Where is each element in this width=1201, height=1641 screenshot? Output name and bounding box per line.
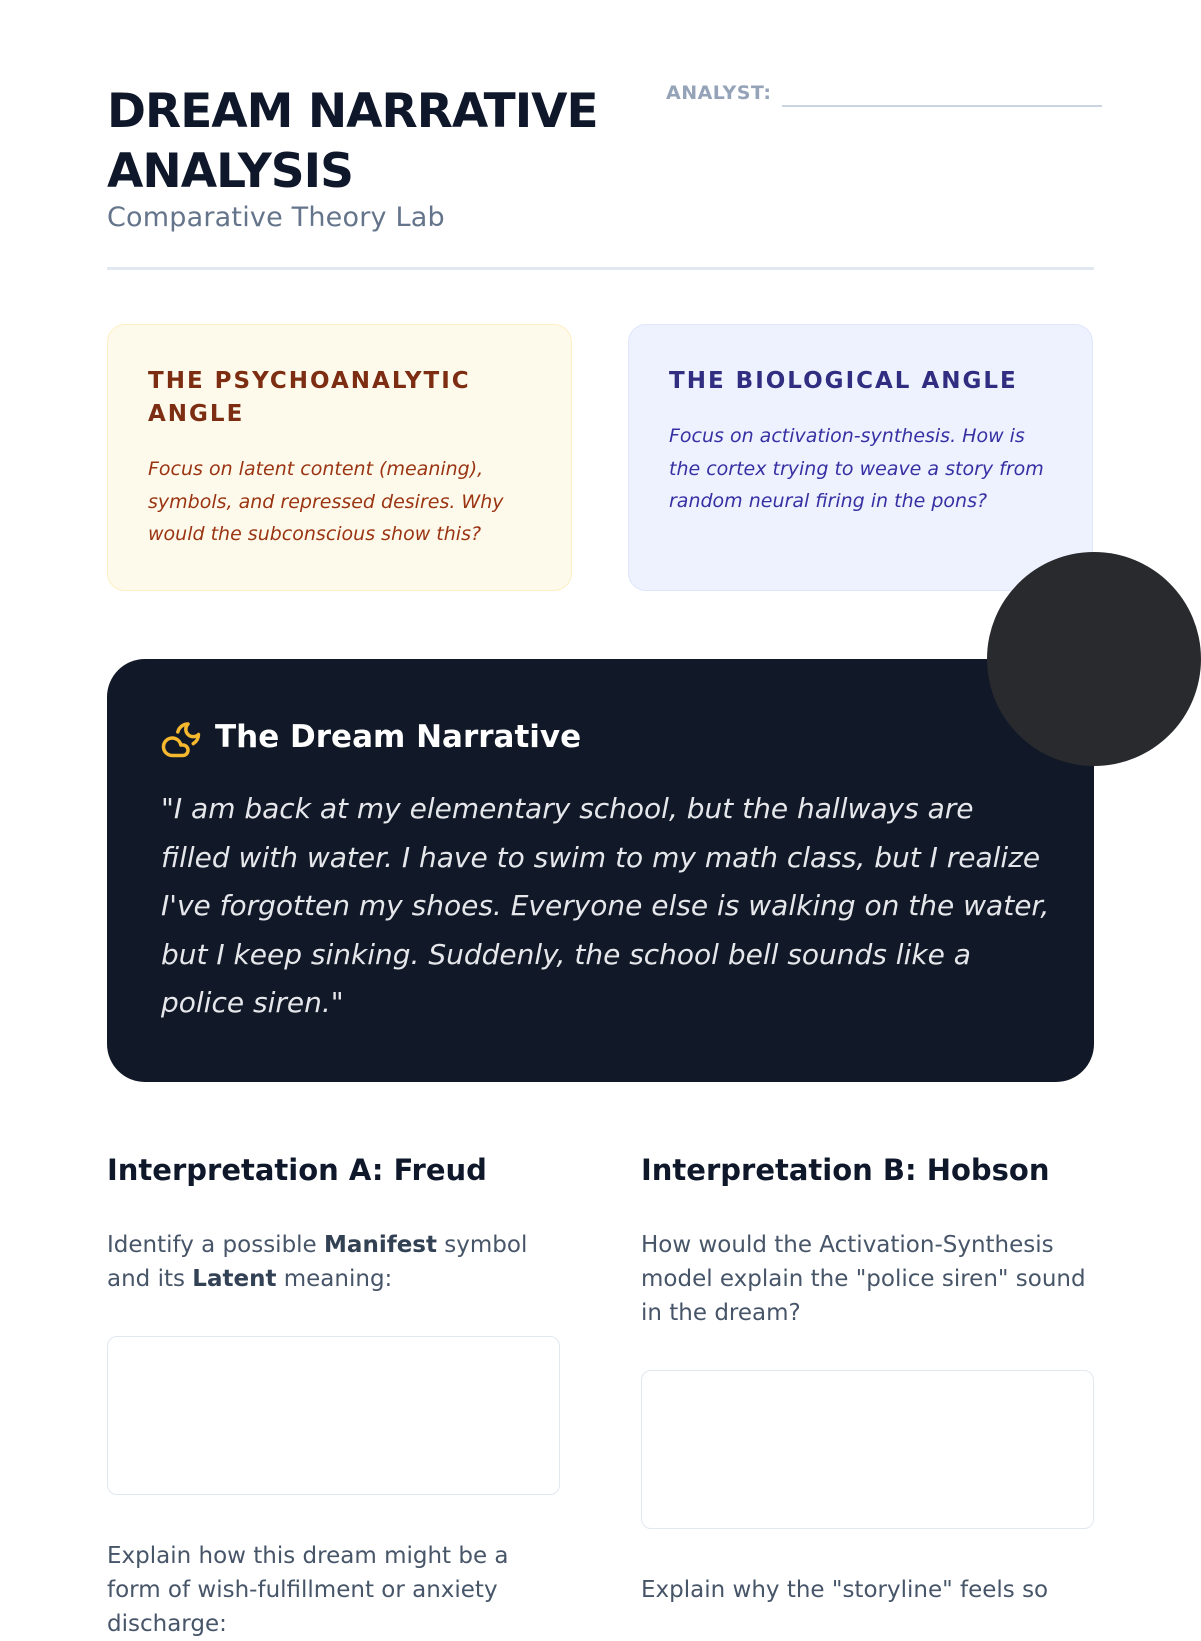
interpretation-a-prompt-2: Explain how this dream might be a form of wish-fulfillment or anxiety discharge:	[107, 1543, 509, 1637]
worksheet-header	[107, 80, 1094, 270]
interpretation-a-answer-box-1[interactable]	[107, 1336, 560, 1495]
worksheet-page	[107, 0, 1094, 1637]
analyst-field[interactable]	[660, 80, 1094, 108]
interpretation-b-prompt-1: How would the Activation-Synthesis model explain the "police siren" sound in the dream?	[641, 1232, 1086, 1326]
interpretation-b-prompt-2: Explain why the "storyline" feels so	[641, 1577, 1049, 1603]
biological-angle-text: Focus on activation-synthesis. How is the cortex trying to weave a story from random neural firing in the pons?	[669, 425, 1044, 512]
page-subtitle: Comparative Theory Lab	[107, 202, 445, 233]
decorative-corner-circle	[987, 552, 1201, 766]
interpretation-b-title: Interpretation B: Hobson	[641, 1153, 1050, 1187]
dream-narrative-title: The Dream Narrative	[215, 719, 582, 755]
interpretation-b-answer-box-1[interactable]	[641, 1370, 1094, 1529]
biological-angle-card	[628, 324, 1093, 591]
header-divider	[107, 267, 1094, 270]
dream-narrative-quote: "I am back at my elementary school, but the hallways are filled with water. I have to swim to my math class, but I realize I've forgotten my shoes. Everyone else is walking on the water, but I keep sinking. Suddenly, the school bell sounds like a police siren."	[161, 792, 1050, 1019]
psychoanalytic-angle-card	[107, 324, 572, 591]
psychoanalytic-angle-text: Focus on latent content (meaning), symbols, and repressed desires. Why would the subconscious show this?	[148, 458, 504, 545]
analyst-label: ANALYST:	[666, 82, 772, 104]
psychoanalytic-angle-title: THE PSYCHOANALYTIC ANGLE	[148, 368, 471, 427]
interpretation-a-title: Interpretation A: Freud	[107, 1153, 487, 1187]
dream-narrative-panel	[107, 659, 1094, 1082]
biological-angle-title: THE BIOLOGICAL ANGLE	[669, 368, 1018, 394]
interpretation-a-column	[107, 1150, 560, 1641]
page-title: DREAM NARRATIVE ANALYSIS	[107, 84, 598, 199]
interpretation-b-column	[641, 1150, 1094, 1607]
cloud-moon-icon	[160, 717, 202, 759]
interpretation-a-prompt-1: Identify a possible Manifest symbol and its Latent meaning:	[107, 1232, 528, 1292]
analyst-name-line[interactable]	[782, 105, 1102, 107]
